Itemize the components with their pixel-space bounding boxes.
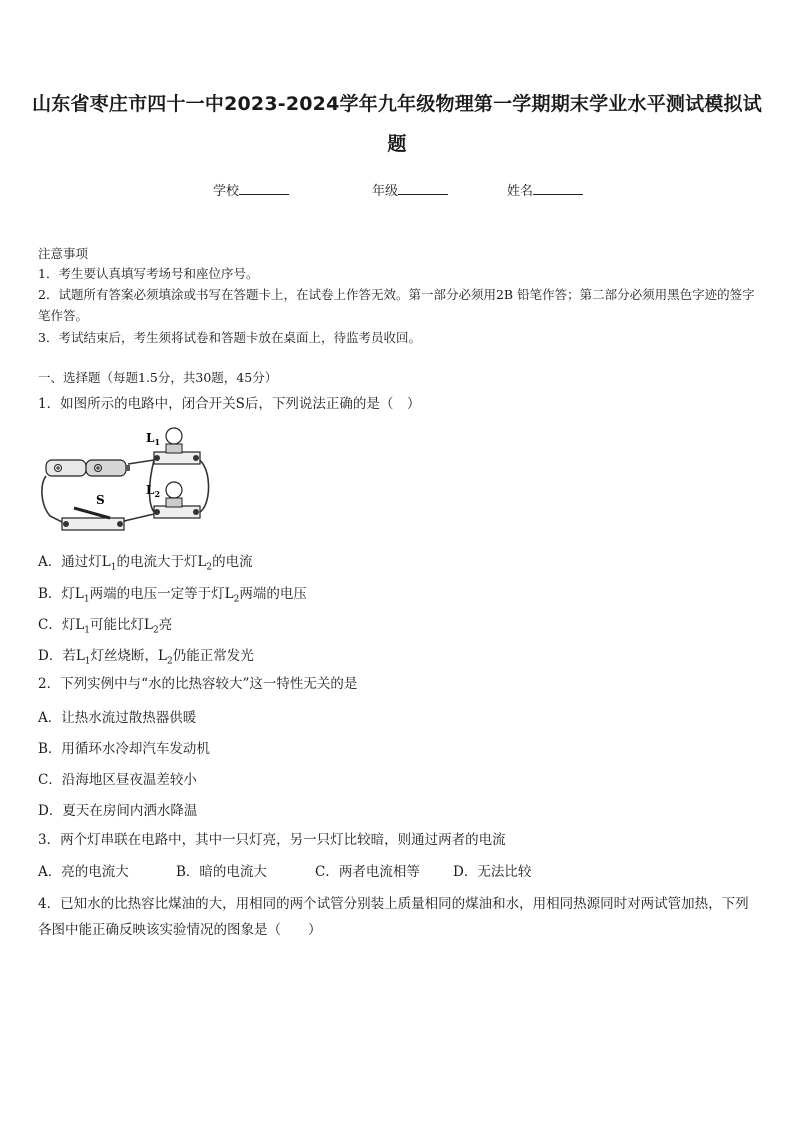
question-1-option-d[interactable]: D．若$L_1$灯丝烧断，$L_2$仍能正常发光 (38, 648, 254, 667)
question-2-option-c[interactable]: C．沿海地区昼夜温差较小 (38, 772, 197, 788)
notice-item-2: 2．试题所有答案必须填涂或书写在答题卡上，在试卷上作答无效。第一部分必须用2B 铅笔作答；第二部分必须用黑色字迹的签字笔作答。 (38, 287, 755, 323)
page-title (30, 84, 764, 164)
title-line-2: 题 (387, 133, 407, 155)
question-2-option-b[interactable]: B．用循环水冷却汽车发动机 (38, 741, 210, 757)
question-1-option-c[interactable]: C．灯$L_1$可能比灯$L_2$亮 (38, 617, 173, 636)
question-2-stem: 2．下列实例中与“水的比热容较大”这一特性无关的是 (38, 676, 358, 692)
name-field[interactable]: 姓名 (507, 180, 533, 199)
question-3-option-a[interactable]: A．亮的电流大 (38, 864, 129, 880)
battery-pack (46, 460, 130, 476)
switch-s (62, 493, 124, 530)
l1-label: $L_1$ (146, 431, 161, 447)
notice-heading: 注意事项 (38, 246, 89, 261)
notice-item-3: 3．考试结束后，考生须将试卷和答题卡放在桌面上，待监考员收回。 (38, 330, 421, 345)
lamp-l2 (146, 482, 200, 518)
l2-label: $L_2$ (146, 483, 161, 499)
title-line-1: 山东省枣庄市四十一中2023-2024学年九年级物理第一学期期末学业水平测试模拟试 (32, 93, 762, 115)
s-label: S (96, 493, 105, 507)
question-2-option-d[interactable]: D．夏天在房间内洒水降温 (38, 803, 198, 819)
lamp-l1 (146, 428, 200, 464)
circuit-diagram (36, 424, 216, 536)
student-info-row (0, 180, 794, 202)
section-heading: 一、选择题（每题1.5分，共30题，45分） (38, 370, 278, 385)
question-3-option-c[interactable]: C．两者电流相等 (315, 864, 420, 880)
grade-field[interactable]: 年级 (372, 180, 398, 199)
school-field[interactable]: 学校 (213, 180, 239, 199)
notice-item-1: 1．考生要认真填写考场号和座位序号。 (38, 266, 259, 281)
question-1-option-b[interactable]: B．灯$L_1$两端的电压一定等于灯$L_2$两端的电压 (38, 586, 307, 605)
question-1-stem: 1．如图所示的电路中，闭合开关S后，下列说法正确的是（ ） (38, 396, 421, 412)
question-4-stem: 4．已知水的比热容比煤油的大，用相同的两个试管分别装上质量相同的煤油和水，用相同热源同时对两试管加热，下列各图中能正确反映该实验情况的图象是（ ） (38, 896, 749, 938)
question-3-option-b[interactable]: B．暗的电流大 (176, 864, 267, 880)
question-3-stem: 3．两个灯串联在电路中，其中一只灯亮，另一只灯比较暗，则通过两者的电流 (38, 832, 506, 848)
question-3-option-d[interactable]: D．无法比较 (453, 864, 532, 880)
question-1-option-a[interactable]: A．通过灯$L_1$的电流大于灯$L_2$的电流 (38, 554, 253, 573)
question-2-option-a[interactable]: A．让热水流过散热器供暖 (38, 710, 197, 726)
